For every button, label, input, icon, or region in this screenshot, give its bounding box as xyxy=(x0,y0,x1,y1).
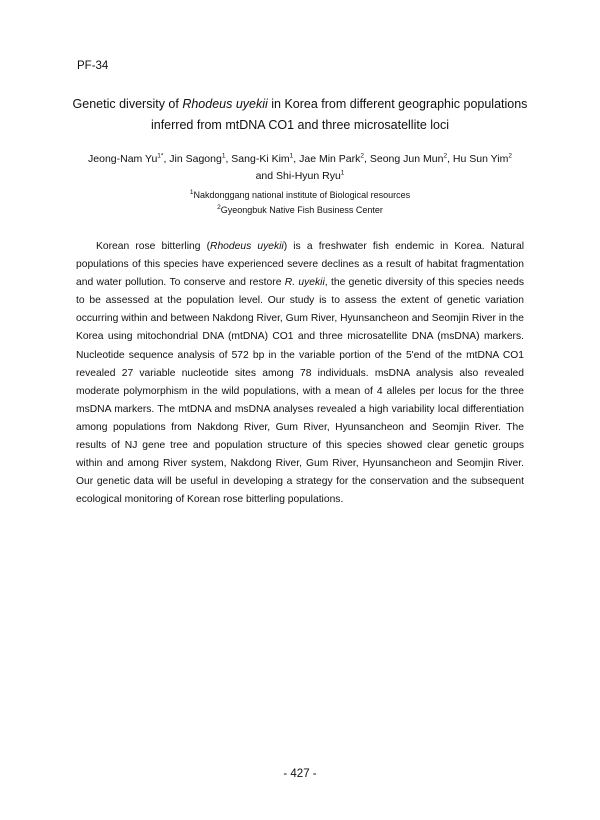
author-name: Jeong-Nam Yu xyxy=(88,153,158,165)
abstract-species: Rhodeus uyekii xyxy=(210,241,284,252)
affiliation-mark: 1 xyxy=(189,189,194,196)
author-affiliation-mark: 2 xyxy=(443,152,448,160)
author-affiliation-mark: 1 xyxy=(289,152,294,160)
affiliation-text: Nakdonggang national institute of Biological resources xyxy=(193,190,411,200)
page-number: - 427 - xyxy=(283,768,317,780)
affiliation-text: Gyeongbuk Native Fish Business Center xyxy=(220,205,383,215)
author-separator: , xyxy=(364,153,370,165)
title-species: Rhodeus uyekii xyxy=(182,97,268,111)
author-affiliation-mark: 1 xyxy=(221,152,226,160)
affiliation-2 xyxy=(40,204,560,216)
abstract-code: PF-34 xyxy=(77,60,109,72)
abstract-text-2: ) is a freshwater fish endemic in Korea. Natural populations of this species have experienced severe declines as a result of habitat fragmentation and water pollution. To conserve and restore xyxy=(76,241,524,289)
author-name: Seong Jun Mun xyxy=(369,153,444,165)
title-line1-post: in Korea from different geographic populations xyxy=(267,97,528,111)
paper-title xyxy=(40,94,560,136)
abstract-text-1: Korean rose bitterling ( xyxy=(96,241,211,252)
author-affiliation-mark: 2 xyxy=(508,152,512,160)
author-separator: , xyxy=(225,153,232,165)
abstract-text-3: , the genetic diversity of this species needs to be assessed at the population level. Our study is to assess the extent of genetic variation occurring within and between Nakdong River, Gum River, Hyunsancheon and Seomjin River in the Korea using mitochondrial DNA (mtDNA) CO1 and three microsatellite DNA (msDNA) markers. Nucleotide sequence analysis of 572 bp in the variable portion of the 5'end of the mtDNA CO1 revealed 27 variable nucleotide sites among 78 individuals. msDNA analysis also revealed moderate polymorphism in the wild populations, with a mean of 4 alleles per locus for the three msDNA markers. The mtDNA and msDNA analyses revealed a high variability local differentiation among populations from Nakdong River, Gum River, Hyunsancheon and Seomjin River. The results of NJ gene tree and population structure of this species showed clear genetic groups within and among River system, Nakdong River, Gum River, Hyunsancheon and Seomjin River. Our genetic data will be useful in developing a strategy for the conservation and the subsequent ecological monitoring of Korean rose bitterling populations. xyxy=(76,277,524,506)
author-last-prefix: and xyxy=(255,170,277,182)
affiliation-1 xyxy=(40,189,560,201)
authors-line1 xyxy=(88,153,512,165)
abstract-species-short: R. uyekii xyxy=(284,277,325,289)
author-name: Jin Sagong xyxy=(169,153,222,165)
author-separator: , xyxy=(163,153,170,165)
title-line1-pre: Genetic diversity of xyxy=(72,97,183,111)
affiliation-mark: 2 xyxy=(217,204,221,211)
author-separator: , xyxy=(447,153,453,165)
author-name: Sang-Ki Kim xyxy=(231,153,290,165)
author-affiliation-mark: 1 xyxy=(340,169,345,177)
author-name: Jae Min Park xyxy=(299,153,361,165)
author-list xyxy=(40,151,560,185)
author-separator: , xyxy=(293,153,300,165)
title-line2: inferred from mtDNA CO1 and three microsatellite loci xyxy=(150,118,450,132)
abstract-body xyxy=(76,238,524,509)
author-name: Hu Sun Yim xyxy=(452,153,509,165)
author-name: Shi-Hyun Ryu xyxy=(276,170,341,182)
author-affiliation-mark: 1* xyxy=(157,152,164,160)
author-affiliation-mark: 2 xyxy=(360,152,365,160)
